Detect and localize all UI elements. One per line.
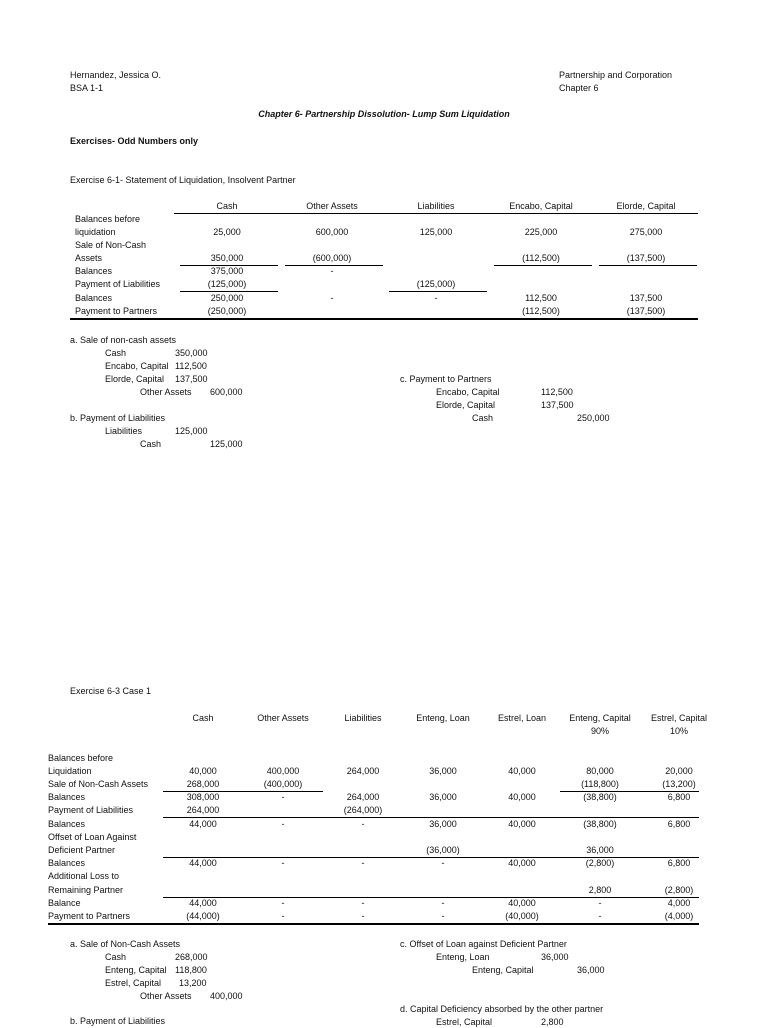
ex3-cell: 264,000 — [186, 805, 220, 815]
ex3-row-label: Payment of Liabilities — [48, 805, 134, 815]
ex3-cell: 400,000 — [266, 766, 300, 776]
ex3-cell: - — [598, 911, 602, 921]
journal-account: Enteng, Capital — [472, 965, 534, 975]
student-course: BSA 1-1 — [70, 83, 104, 93]
ex3-cell: 40,000 — [508, 792, 536, 802]
ex3-row-label: Balances — [48, 858, 86, 868]
ex3-row-label: Balances before — [48, 753, 114, 763]
journal-debit: 13,200 — [179, 978, 207, 988]
ex3-cell: 40,000 — [189, 766, 217, 776]
ex3-row-label: Sale of Non-Cash Assets — [48, 779, 149, 789]
ex1-cell: 137,500 — [629, 293, 663, 303]
journal-credit: 36,000 — [577, 965, 605, 975]
ex3-cell: 44,000 — [189, 819, 217, 829]
ex3-cell: 264,000 — [346, 766, 380, 776]
ex1-row-label: Payment to Partners — [75, 306, 158, 316]
ex3-cell: 4,000 — [667, 898, 691, 908]
ex1-row-label: Assets — [75, 253, 103, 263]
journal-account: Elorde, Capital — [105, 374, 165, 384]
ex1-row-label: Sale of Non-Cash — [75, 240, 147, 250]
ex1-cell: - — [330, 293, 334, 303]
ex3-cell: 36,000 — [429, 792, 457, 802]
journal-account: Elorde, Capital — [436, 400, 496, 410]
ex3-cell: 36,000 — [429, 819, 457, 829]
journal-credit: 600,000 — [210, 387, 243, 397]
subject-label: Partnership and Corporation — [559, 70, 673, 80]
journal-title: d. Capital Deficiency absorbed by the other partner — [400, 1004, 604, 1014]
ex3-cell: (40,000) — [505, 911, 539, 921]
journal-debit: 268,000 — [175, 952, 208, 962]
ex3-col-estrel-pct: 10% — [669, 726, 688, 736]
ex1-row-label: Balances — [75, 266, 113, 276]
ex3-cell: 308,000 — [186, 792, 220, 802]
ex1-cell: (125,000) — [207, 279, 247, 289]
journal-debit: 137,500 — [175, 374, 208, 384]
ex3-row-label: Balances — [48, 792, 86, 802]
ex3-cell: - — [598, 898, 602, 908]
ex1-col-cash: Cash — [216, 201, 238, 211]
ex3-row-label: Remaining Partner — [48, 885, 124, 895]
ex3-cell: - — [441, 898, 445, 908]
journal-title: b. Payment of Liabilities — [70, 413, 166, 423]
ex3-cell: - — [441, 911, 445, 921]
ex1-row-label: Balances — [75, 293, 113, 303]
ex3-cell: 264,000 — [346, 792, 380, 802]
journal-debit: 350,000 — [175, 348, 208, 358]
ex3-col-enteng-capital: Enteng, Capital — [569, 713, 631, 723]
ex3-cell: - — [361, 819, 365, 829]
ex3-cell: 6,800 — [667, 792, 691, 802]
journal-account: Encabo, Capital — [105, 361, 169, 371]
ex3-col-enteng-pct: 90% — [590, 726, 609, 736]
chapter-label: Chapter 6 — [559, 83, 599, 93]
ex1-col-encabo-capital: Encabo, Capital — [509, 201, 573, 211]
journal-title: a. Sale of non-cash assets — [70, 335, 177, 345]
ex3-cell: - — [281, 898, 285, 908]
exercises-note: Exercises- Odd Numbers only — [70, 136, 199, 146]
ex3-row-label: Additional Loss to — [48, 871, 120, 881]
journal-account: Enteng, Loan — [436, 952, 490, 962]
journal-account: Cash — [140, 439, 162, 449]
ex1-cell: - — [434, 293, 438, 303]
journal-credit: 125,000 — [210, 439, 243, 449]
ex3-col-estrel-loan: Estrel, Loan — [497, 713, 547, 723]
ex3-cell: (13,200) — [662, 779, 696, 789]
ex3-cell: 40,000 — [508, 766, 536, 776]
ex3-col-estrel-capital: Estrel, Capital — [650, 713, 708, 723]
journal-title: a. Sale of Non-Cash Assets — [70, 939, 181, 949]
student-name: Hernandez, Jessica O. — [70, 70, 162, 80]
ex1-cell: 275,000 — [629, 227, 663, 237]
ex1-cell: 25,000 — [213, 227, 241, 237]
ex1-cell: 600,000 — [315, 227, 349, 237]
ex1-cell: 350,000 — [210, 253, 244, 263]
ex3-cell: (2,800) — [585, 858, 615, 868]
ex3-row-label: Liquidation — [48, 766, 92, 776]
ex3-cell: (118,800) — [581, 779, 619, 789]
ex3-cell: - — [281, 858, 285, 868]
ex1-cell: (112,500) — [522, 253, 560, 263]
ex3-cell: (4,000) — [664, 911, 694, 921]
journal-account: Other Assets — [140, 991, 192, 1001]
ex3-cell: - — [281, 911, 285, 921]
ex1-cell: 225,000 — [524, 227, 558, 237]
ex3-cell: 268,000 — [186, 779, 220, 789]
ex3-cell: 80,000 — [586, 766, 614, 776]
journal-debit: 118,800 — [175, 965, 207, 975]
ex3-cell: - — [441, 858, 445, 868]
ex1-cell: - — [330, 266, 334, 276]
ex3-row-label: Offset of Loan Against — [48, 832, 137, 842]
ex3-row-label: Balance — [48, 898, 81, 908]
ex3-cell: (264,000) — [343, 805, 383, 815]
ex1-col-other-assets: Other Assets — [306, 201, 358, 211]
ex1-col-elorde-capital: Elorde, Capital — [616, 201, 676, 211]
page-title: Chapter 6- Partnership Dissolution- Lump Sum Liquidation — [258, 109, 510, 119]
ex3-row-label: Payment to Partners — [48, 911, 131, 921]
journal-debit: 112,500 — [541, 387, 573, 397]
ex3-cell: 36,000 — [586, 845, 614, 855]
ex3-cell: 40,000 — [508, 819, 536, 829]
ex1-cell: (137,500) — [626, 253, 666, 263]
journal-account: Liabilities — [105, 426, 143, 436]
ex3-cell: (38,800) — [583, 792, 617, 802]
journal-account: Enteng, Capital — [105, 965, 167, 975]
journal-title: c. Payment to Partners — [400, 374, 492, 384]
journal-account: Cash — [105, 348, 127, 358]
ex3-cell: 36,000 — [429, 766, 457, 776]
ex1-col-liabilities: Liabilities — [417, 201, 455, 211]
ex3-col-other-assets: Other Assets — [257, 713, 309, 723]
ex3-cell: 40,000 — [508, 858, 536, 868]
journal-debit: 125,000 — [175, 426, 208, 436]
ex3-cell: 2,800 — [588, 885, 612, 895]
ex3-cell: - — [281, 792, 285, 802]
ex1-row-label: Balances before — [75, 214, 141, 224]
ex1-cell: (600,000) — [312, 253, 352, 263]
ex1-cell: (137,500) — [626, 306, 666, 316]
journal-debit: 2,800 — [541, 1017, 564, 1027]
journal-credit: 400,000 — [210, 991, 243, 1001]
ex3-cell: 20,000 — [665, 766, 693, 776]
ex1-cell: (112,500) — [522, 306, 560, 316]
ex3-cell: (38,800) — [583, 819, 617, 829]
ex3-row-label: Balances — [48, 819, 86, 829]
journal-account: Estrel, Capital — [436, 1017, 493, 1027]
ex3-col-enteng-loan: Enteng, Loan — [416, 713, 470, 723]
ex3-col-liabilities: Liabilities — [344, 713, 382, 723]
ex3-cell: - — [361, 911, 365, 921]
ex1-cell: (125,000) — [416, 279, 456, 289]
journal-debit: 36,000 — [541, 952, 569, 962]
ex3-cell: 6,800 — [667, 858, 691, 868]
ex3-journal-b-title: b. Payment of Liabilities — [70, 1016, 166, 1026]
ex3-cell: - — [361, 898, 365, 908]
ex3-cell: (400,000) — [263, 779, 303, 789]
journal-account: Cash — [105, 952, 127, 962]
ex3-cell: 44,000 — [189, 898, 217, 908]
ex3-col-cash: Cash — [192, 713, 214, 723]
journal-account: Estrel, Capital — [105, 978, 162, 988]
ex1-cell: 125,000 — [419, 227, 453, 237]
ex3-cell: (36,000) — [426, 845, 460, 855]
journal-credit: 250,000 — [577, 413, 610, 423]
ex3-row-label: Deficient Partner — [48, 845, 116, 855]
journal-debit: 137,500 — [541, 400, 574, 410]
ex1-row-label: Payment of Liabilities — [75, 279, 161, 289]
ex3-cell: (44,000) — [186, 911, 220, 921]
ex1-title: Exercise 6-1- Statement of Liquidation, Insolvent Partner — [70, 175, 296, 185]
ex1-cell: 250,000 — [210, 293, 244, 303]
ex3-cell: 6,800 — [667, 819, 691, 829]
ex3-cell: - — [281, 819, 285, 829]
ex3-title: Exercise 6-3 Case 1 — [70, 686, 152, 696]
journal-account: Encabo, Capital — [436, 387, 500, 397]
ex1-row-label: liquidation — [75, 227, 116, 237]
ex3-cell: - — [361, 858, 365, 868]
journal-title: c. Offset of Loan against Deficient Partner — [400, 939, 567, 949]
ex3-cell: 44,000 — [189, 858, 217, 868]
ex1-cell: (250,000) — [207, 306, 247, 316]
ex1-cell: 112,500 — [525, 293, 557, 303]
ex1-cell: 375,000 — [210, 266, 244, 276]
journal-account: Cash — [472, 413, 494, 423]
ex3-cell: 40,000 — [508, 898, 536, 908]
ex3-cell: (2,800) — [664, 885, 694, 895]
journal-account: Other Assets — [140, 387, 192, 397]
journal-debit: 112,500 — [175, 361, 207, 371]
